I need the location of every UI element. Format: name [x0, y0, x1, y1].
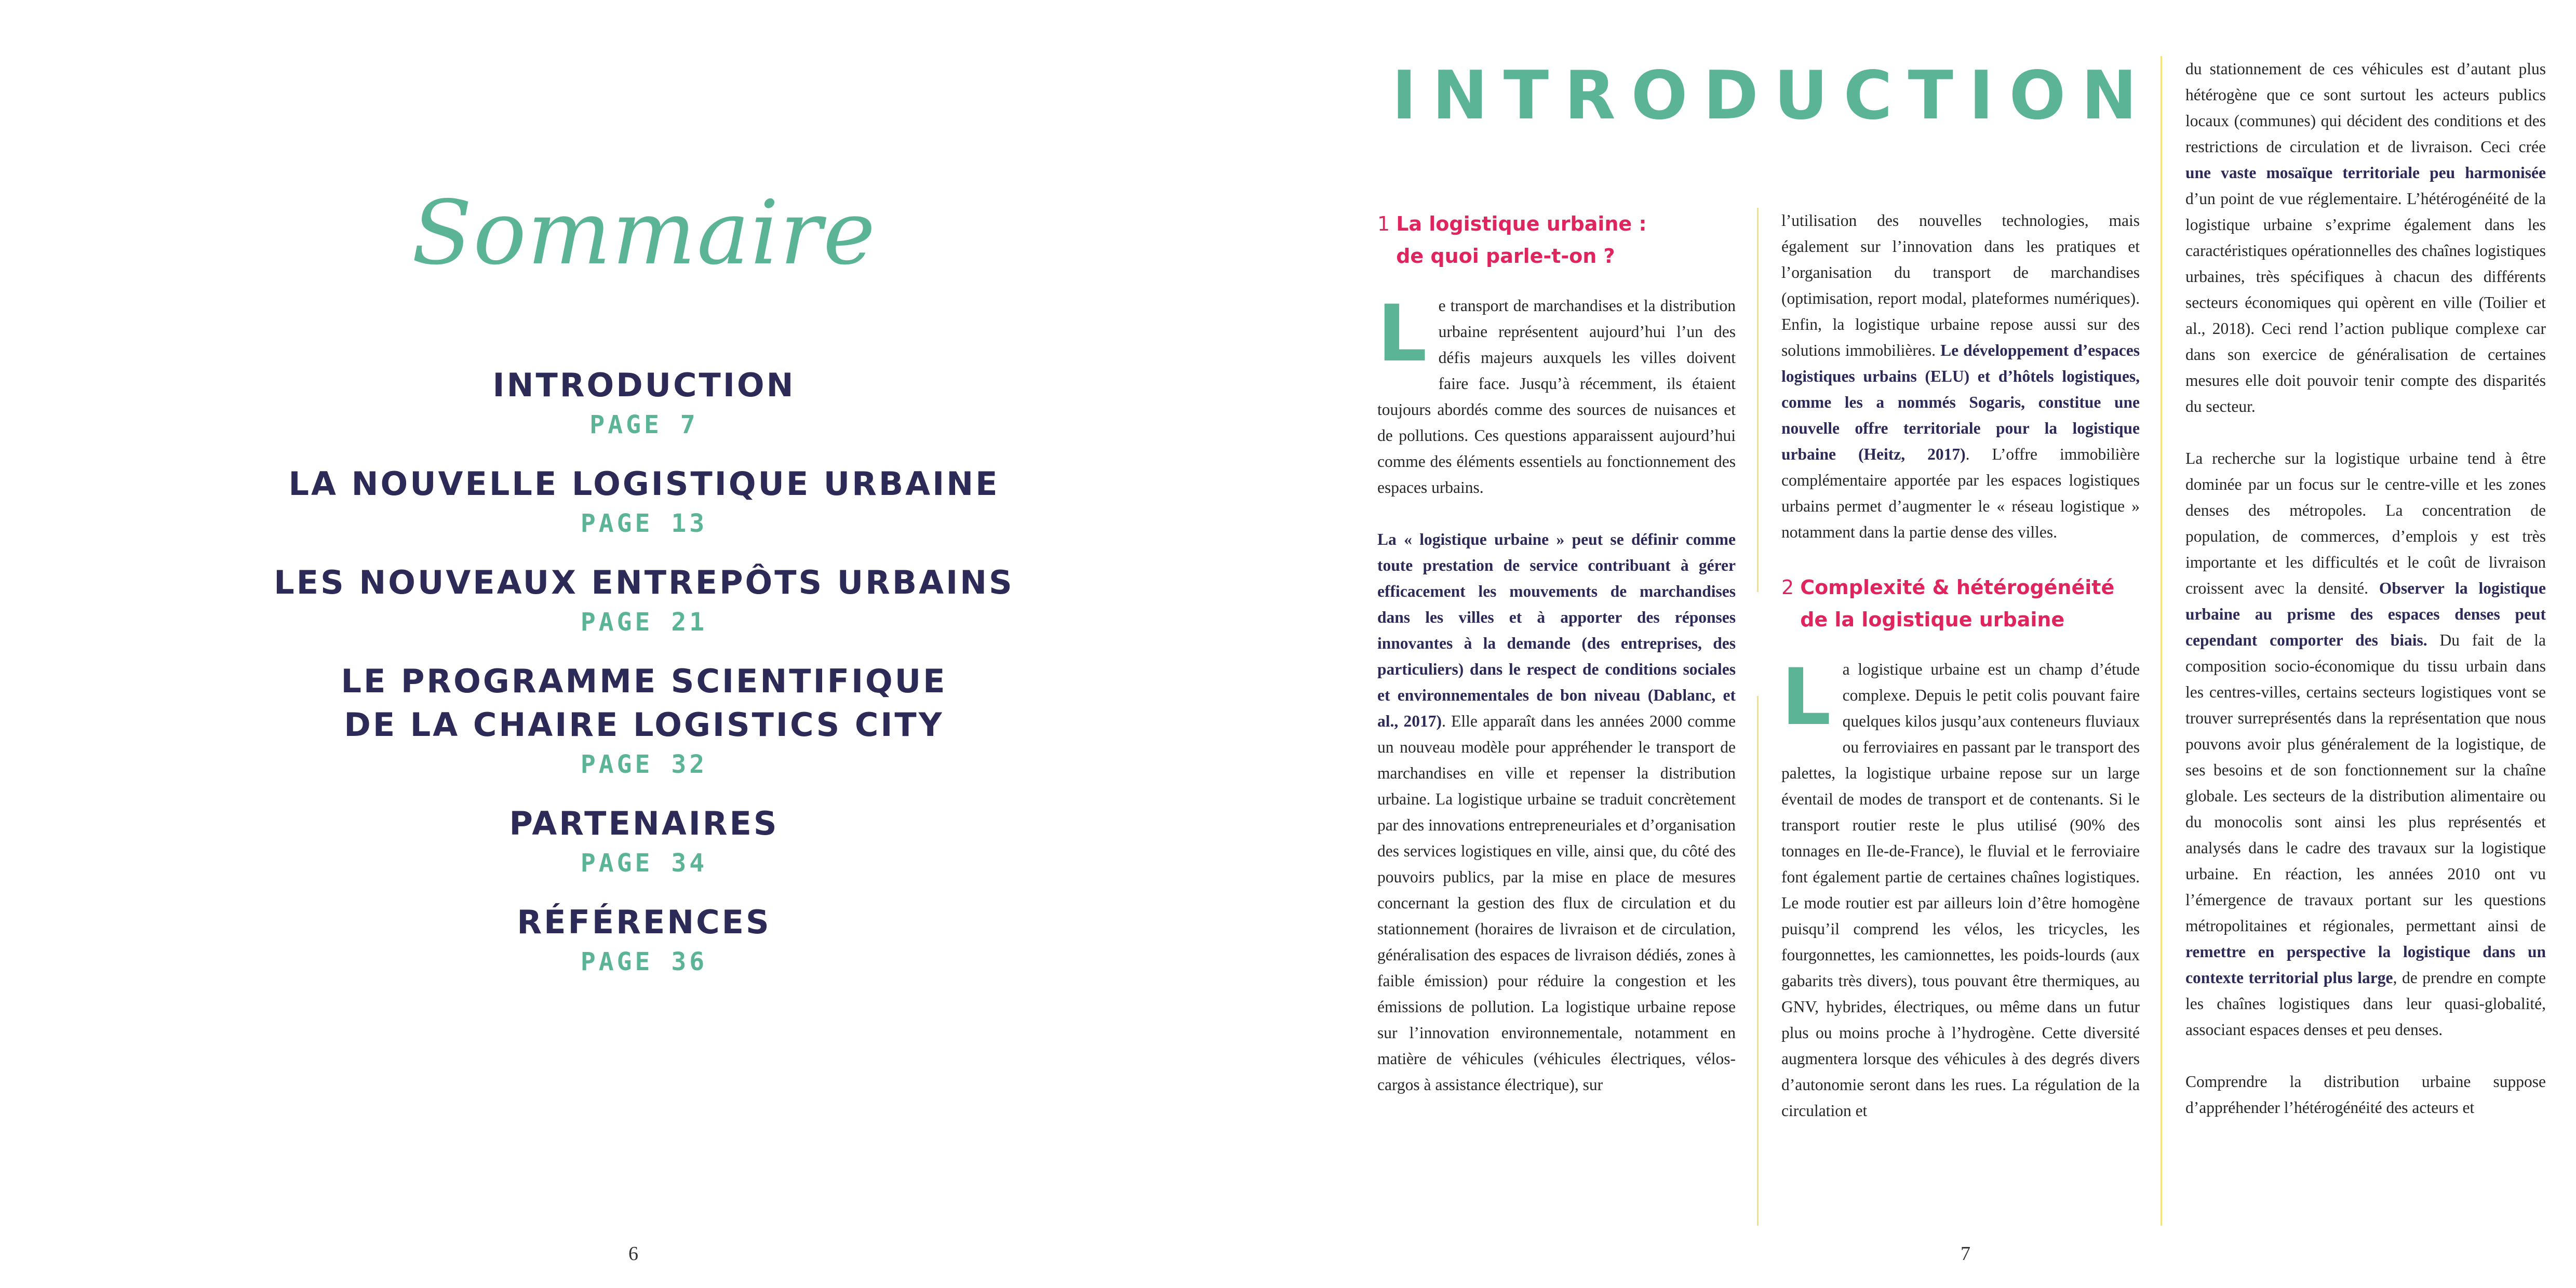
toc-page-ref: PAGE 7 [589, 410, 699, 439]
column-divider [1757, 208, 1759, 592]
drop-cap: L [1377, 289, 1427, 379]
section-title: La logistique urbaine : de quoi parle-t-on ? [1396, 212, 1647, 267]
toc-heading: INTRODUCTION [492, 366, 796, 404]
text-column-2 [1781, 208, 2140, 1124]
paragraph: du stationnement de ces véhicules est d’autant plus hétérogène que ce sont surtout les acteurs publics locaux (communes) qui décident des conditions et des restrictions de circulation et de livraison. Ceci crée une vaste mosaïque territoriale peu harmonisée d’un point de vue réglementaire. L’hétérogénéité de la logistique urbaine s’exprime également dans les caractéristiques opérationnelles des chaînes logistiques urbaines, très spécifiques à chacun des différents secteurs économiques qui opèrent en ville (Toilier et al., 2018). Ceci rend l’action publique complexe car dans son exercice de généralisation de certaines mesures elle doit pouvoir tenir compte des disparités du secteur. [2185, 60, 2546, 415]
section-title: Complexité & hétérogénéité de la logistique urbaine [1800, 576, 2115, 631]
drop-cap: L [1781, 652, 1831, 743]
sommaire-title: Sommaire [411, 182, 877, 285]
toc-entry[interactable] [0, 802, 1288, 881]
toc-heading: LA NOUVELLE LOGISTIQUE URBAINE [288, 465, 1000, 503]
toc-heading: PARTENAIRES [509, 804, 779, 842]
bold-text: La « logistique urbaine » peut se définir comme toute prestation de service contribuant à gérer efficacement les mouvements de marchandises dans les villes et à apporter des réponses innovantes à la demande (des entreprises, des particuliers) dans le respect de conditions sociales et environnementales de bon niveau (Dablanc, et al., 2017) [1377, 530, 1736, 730]
toc-heading: LES NOUVEAUX ENTREPÔTS URBAINS [274, 564, 1014, 601]
toc-entry[interactable] [0, 462, 1288, 541]
toc-entry[interactable] [0, 660, 1288, 782]
toc-page-ref: PAGE 34 [580, 849, 708, 878]
toc-entry[interactable] [0, 561, 1288, 640]
bold-text: une vaste mosaïque territoriale peu harmonisée [2185, 164, 2546, 182]
paragraph: l’utilisation des nouvelles technologies, mais également sur l’innovation dans les pratiques et l’organisation du transport de marchandises (optimisation, report modal, plateformes numériques). Enfin, la logistique urbaine repose aussi sur des solutions immobilières. Le développement d’espaces logistiques urbains (ELU) et d’hôtels logistiques, comme les a nommés Sogaris, constitue une nouvelle offre territoriale pour la logistique urbaine (Heitz, 2017). L’offre immobilière complémentaire apportée par les espaces logistiques urbains permet d’augmenter le « réseau logistique » notamment dans la partie dense des villes. [1781, 211, 2140, 541]
section-number: 2 [1781, 576, 1794, 599]
page-number-left: 6 [628, 1243, 638, 1265]
toc-entry[interactable] [0, 901, 1288, 980]
bold-text: Le développement d’espaces logistiques urbains (ELU) et d’hôtels logistiques, comme les a nommés Sogaris, constitue une nouvelle offre territoriale pour la logistique urbaine (Heitz, 2017) [1781, 341, 2140, 463]
column-divider [2161, 56, 2162, 1226]
column-divider [1757, 696, 1759, 1226]
toc-page-ref: PAGE 21 [580, 608, 708, 637]
paragraph: La « logistique urbaine » peut se définir comme toute prestation de service contribuant à gérer efficacement les mouvements de marchandises dans les villes et à apporter des réponses innovantes à la demande (des entreprises, des particuliers) dans le respect de conditions sociales et environnementales de bon niveau (Dablanc, et al., 2017). Elle apparaît dans les années 2000 comme un nouveau modèle pour appréhender le transport de marchandises en ville et repenser la distribution urbaine. La logistique urbaine se traduit concrètement par des innovations entrepreneuriales et d’organisation des services logistiques en ville, ainsi que, du côté des pouvoirs publics, par la mise en place de mesures concernant la gestion des flux de circulation et du stationnement (horaires de livraison et de circulation, généralisation des espaces de livraison dédiés, zones à faible émission) pour réduire la congestion et les émissions de pollution. La logistique urbaine repose sur l’innovation environnementale, notamment en matière de véhicules (véhicules électriques, vélos-cargos à assistance électrique), sur [1377, 530, 1736, 1094]
toc-entry[interactable] [0, 364, 1288, 442]
toc-heading: LE PROGRAMME SCIENTIFIQUE DE LA CHAIRE LOGISTICS CITY [341, 662, 947, 744]
paragraph: Le transport de marchandises et la distribution urbaine représentent aujourd’hui l’un des défis majeurs auxquels les villes doivent faire face. Jusqu’à récemment, ils étaient toujours abordés comme des sources de nuisances et de pollutions. Ces questions apparaissent aujourd’hui comme des éléments essentiels au fonctionnement des espaces urbains. [1377, 289, 1736, 497]
paragraph: Comprendre la distribution urbaine suppose d’appréhender l’hétérogénéité des acteurs et [2185, 1072, 2546, 1117]
toc-page-ref: PAGE 13 [580, 509, 708, 538]
toc-page-ref: PAGE 36 [580, 947, 708, 976]
toc-heading: RÉFÉRENCES [517, 903, 771, 941]
paragraph: La recherche sur la logistique urbaine tend à être dominée par un focus sur le centre-ville et les zones denses des métropoles. La concentration de population, de commerces, d’emplois y est très importante et les difficultés et le coût de livraison croissent avec la densité. Observer la logistique urbaine au prisme des espaces denses peut cependant comporter des biais. Du fait de la composition socio-économique du tissu urbain dans les centres-villes, certains secteurs logistiques vont se trouver surreprésentés dans la représentation que nous pouvons avoir plus généralement de la logistique, de ses besoins et de son fonctionnement sur la chaîne globale. Les secteurs de la distribution alimentaire ou du monocolis sont ainsi les plus représentés et analysés dans le cadre des travaux sur la logistique urbaine. En réaction, les années 2010 ont vu l’émergence de travaux portant sur les questions métropolitaines et régionales, permettant ainsi de remettre en perspective la logistique dans un contexte territorial plus large, de prendre en compte les chaînes logistiques dans leur quasi-globalité, associant espaces denses et peu denses. [2185, 449, 2546, 1039]
bold-text: remettre en perspective la logistique dans un contexte territorial plus large [2185, 943, 2546, 987]
text-column-3 [2185, 56, 2546, 1121]
paragraph: La logistique urbaine est un champ d’étude complexe. Depuis le petit colis pouvant faire quelques kilos jusqu’aux conteneurs fluviaux ou ferroviaires en passant par le transport des palettes, la logistique urbaine repose sur un large éventail de modes de transport et de contenants. Si le transport routier reste le plus utilisé (90% des tonnages en Ile-de-France), le fluvial et le ferroviaire font également partie de certaines chaînes logistiques. Le mode routier est par ailleurs loin d’être homogène puisqu’il comprend les vélos, les tricycles, les fourgonnettes, les camionnettes, les poids-lourds (aux gabarits très divers), tous pouvant être thermiques, au GNV, hybrides, électriques, ou même dans un futur plus ou moins proche à l’hydrogène. Cette diversité augmentera lorsque des véhicules à des degrés divers d’autonomie seront dans les rues. La régulation de la circulation et [1781, 652, 2140, 1120]
introduction-title: INTRODUCTION [1392, 57, 2153, 135]
bold-text: Observer la logistique urbaine au prisme des espaces denses peut cependant comporter des biais. [2185, 579, 2546, 649]
section-number: 1 [1377, 212, 1390, 235]
section-heading-1 [1377, 208, 1736, 272]
page-number-right: 7 [1961, 1243, 1970, 1265]
table-of-contents [0, 364, 1288, 999]
section-heading-2 [1781, 571, 2140, 636]
toc-page-ref: PAGE 32 [580, 750, 708, 779]
text-column-1 [1377, 208, 1736, 1098]
